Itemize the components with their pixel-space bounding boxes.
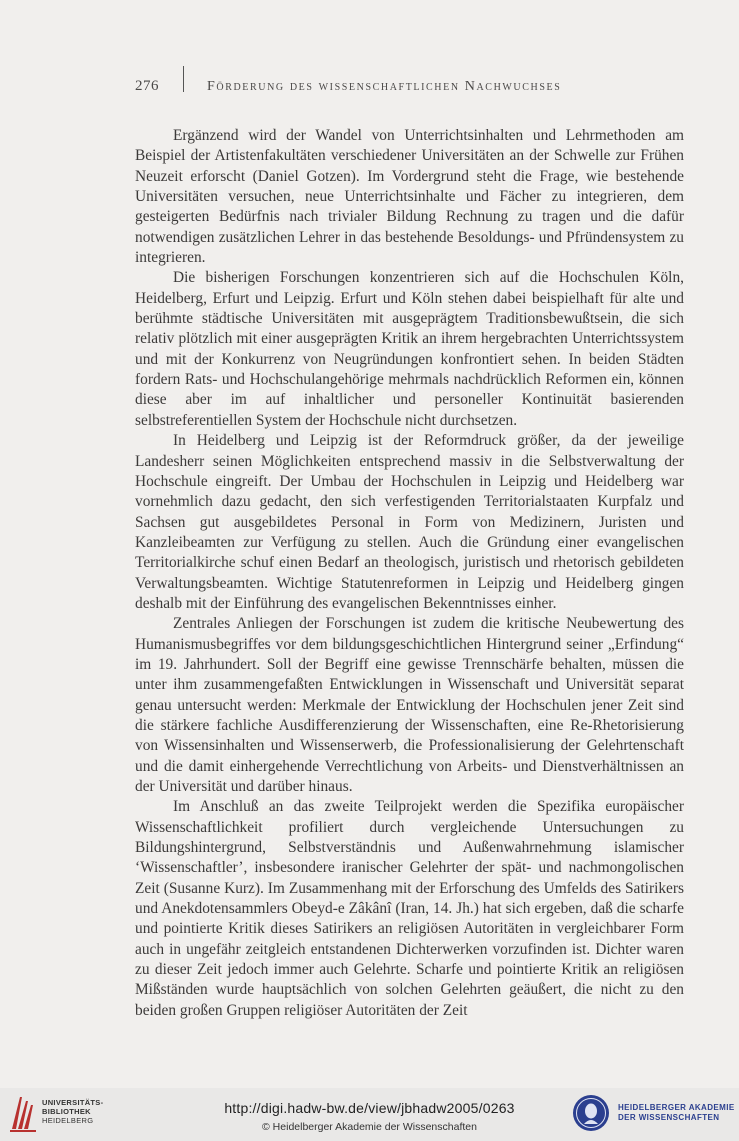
paragraph: Im Anschluß an das zweite Teilprojekt werden die Spezifika europäischer Wissenschaftlichkeit profiliert durch vergleichende Untersuchungen zu Bildungshintergrund, Selbstverständnis und Außenwahrnehmung islamischer ‘Wissenschaftler’, insbesondere iranischer Gelehrter der spät- und nachmongolischen Zeit (Susanne Kurz). Im Zusammenhang mit der Erforschung des Umfelds des Satirikers und Anekdotensammlers Obeyd-e Zâkânî (Iran, 14. Jh.) hat sich ergeben, daß die scharfe und pointierte Kritik dieses Satirikers an religiösen Autoritäten in vergleichbarer Form auch in ungefähr zeitgleich entstandenen Dichterwerken vorzufinden ist. Dichter waren zu dieser Zeit jedoch immer auch Gelehrte. Scharfe und pointierte Kritik an religiösen Mißständen wurde hauptsächlich von solchen Gelehrten geäußert, die nicht zu den beiden großen Gruppen religiöser Autoritäten der Zeit xyxy=(135,798,684,1019)
paragraph: In Heidelberg und Leipzig ist der Reformdruck größer, da der jeweilige Landesherr seinen Möglichkeiten entsprechend massiv in die Selbstverwaltung der Hochschule eingreift. Der Umbau der Hochschulen in Leipzig und Heidelberg war vornehmlich dazu gedacht, den sich verfestigenden Territorialstaaten Kurpfalz und Sachsen gut ausgebildetes Personal in Form von Medizinern, Juristen und Kanzleibeamten zur Verfügung zu stellen. Auch die Gründung einer evangelischen Territorialkirche schuf einen Bedarf an theologisch, juristisch und rhetorisch gebildeten Verwaltungsbeamten. Wichtige Statutenreformen in Leipzig und Heidelberg gingen deshalb mit der Einführung des evangelischen Bekenntnisses einher. xyxy=(135,432,684,612)
running-title: Förderung des wissenschaftlichen Nachwuchses xyxy=(207,79,562,94)
paragraph: Zentrales Anliegen der Forschungen ist zudem die kritische Neubewertung des Humanismusbegriffes vor dem bildungsgeschichtlichen Hintergrund seiner „Erfindung“ im 19. Jahrhundert. Soll der Begriff eine gewisse Trennschärfe behalten, müssen die unter ihm zusammengefaßten Entwicklungen in Wissenschaft und Universität separat genau untersucht werden: Merkmale der Entwicklung der Hochschulen jener Zeit sind die stärkere fachliche Ausdifferenzierung der Wissenschaften, eine Re-Rhetorisierung von Wissensinhalten und Wissenserwerb, die Professionalisierung der Gelehrtenschaft und die damit einhergehende Verrechtlichung von Arbeits- und Dienstverhältnissen an der Universität und darüber hinaus. xyxy=(135,615,684,795)
paragraph: Die bisherigen Forschungen konzentrieren sich auf die Hochschulen Köln, Heidelberg, Erfurt und Leipzig. Erfurt und Köln stehen dabei beispielhaft für alte und berühmte städtische Universitäten mit ausgeprägtem Traditionsbewußtsein, die sich relativ plötzlich mit einer ausgeprägten Kritik an ihrem hergebrachten Unterrichtssystem und mit der Konkurrenz von Neugründungen konfrontiert sehen. In beiden Städten fordern Rats- und Hochschulangehörige mehrmals nachdrücklich Reformen ein, können diese aber im auf inhaltlicher und personeller Kontinuität basierenden selbstreferentiellen System der Hochschule nicht durchsetzen. xyxy=(135,269,684,429)
library-name: UNIVERSITÄTS- BIBLIOTHEK HEIDELBERG xyxy=(42,1098,104,1125)
paragraph: Ergänzend wird der Wandel von Unterrichtsinhalten und Lehrmethoden am Beispiel der Artistenfakultäten verschiedener Universitäten an der Schwelle zur Frühen Neuzeit erforscht (Daniel Gotzen). Im Vordergrund steht die Frage, wie bestehende Universitäten versuchen, neue Unterrichtsinhalte und Fächer zu integrieren, dem gesteigerten Bedürfnis nach trivialer Bildung Rechnung zu tragen und die dafür notwendigen zusätzlichen Lehrer in das bestehende Besoldungs- und Pfründensystem zu integrieren. xyxy=(135,127,684,267)
digitization-footer xyxy=(0,1088,739,1141)
permalink-url[interactable]: http://digi.hadw-bw.de/view/jbhadw2005/0263 xyxy=(224,1100,515,1116)
academy-seal-icon xyxy=(572,1094,610,1132)
academy-name: HEIDELBERGER AKADEMIE DER WISSENSCHAFTEN xyxy=(618,1103,735,1122)
body-text xyxy=(135,126,684,1021)
header-divider xyxy=(183,66,184,92)
running-header xyxy=(135,78,685,100)
copyright-notice: © Heidelberger Akademie der Wissenschaften xyxy=(262,1121,477,1133)
page-number: 276 xyxy=(135,78,159,94)
